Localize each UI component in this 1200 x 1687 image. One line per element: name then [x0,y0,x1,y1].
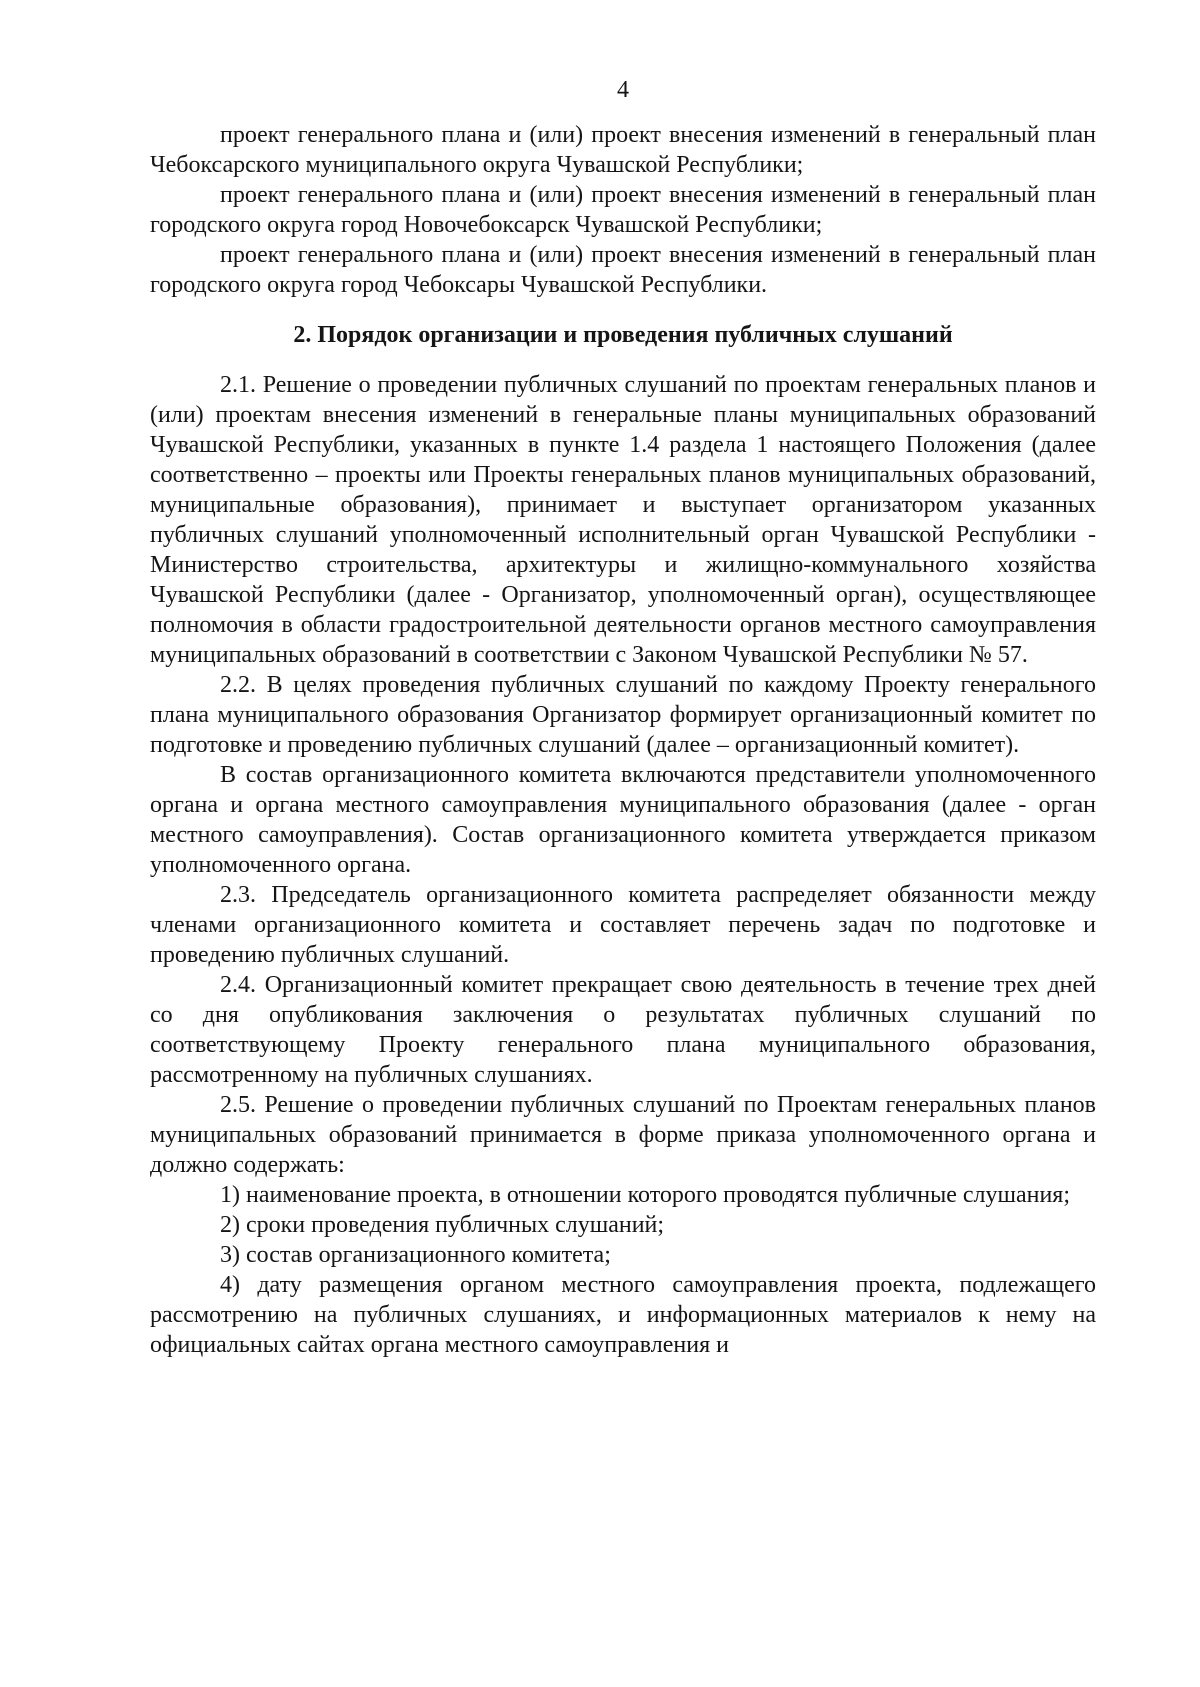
decision-item-1: 1) наименование проекта, в отношении которого проводятся публичные слушания; [220,1182,1070,1208]
section-heading: 2. Порядок организации и проведения публичных слушаний [293,322,953,348]
paragraph-2-3: 2.3. Председатель организационного комитета распределяет обязанности между членами организационного комитета и составляет перечень задач по подготовке и проведению публичных слушаний. [150,882,1096,968]
paragraph-2-2-composition: В состав организационного комитета включаются представители уполномоченного органа и органа местного самоуправления муниципального образования (далее - орган местного самоуправления). Состав организационного комитета утверждается приказом уполномоченного органа. [150,762,1096,878]
paragraph-2-1: 2.1. Решение о проведении публичных слушаний по проектам генеральных планов и (или) проектам внесения изменений в генеральные планы муниципальных образований Чувашской Республики, указанных в пункте 1.4 раздела 1 настоящего Положения (далее соответственно – проекты или Проекты генеральных планов муниципальных образований, муниципальные образования), принимает и выступает организатором указанных публичных слушаний уполномоченный исполнительный орган Чувашской Республики - Министерство строительства, архитектуры и жилищно-коммунального хозяйства Чувашской Республики (далее - Организатор, уполномоченный орган), осуществляющее полномочия в области градостроительной деятельности органов местного самоуправления муниципальных образований в соответствии с Законом Чувашской Республики № 57. [150,372,1096,668]
decision-item-4: 4) дату размещения органом местного самоуправления проекта, подлежащего рассмотрению на публичных слушаниях, и информационных материалов к нему на официальных сайтах органа местного самоуправления и [150,1272,1096,1358]
paragraph-2-4: 2.4. Организационный комитет прекращает свою деятельность в течение трех дней со дня опубликования заключения о результатах публичных слушаний по соответствующему Проекту генерального плана муниципального образования, рассмотренному на публичных слушаниях. [150,972,1096,1088]
paragraph-2-2: 2.2. В целях проведения публичных слушаний по каждому Проекту генерального плана муниципального образования Организатор формирует организационный комитет по подготовке и проведению публичных слушаний (далее – организационный комитет). [150,672,1096,758]
list-item-novocheboksarsk: проект генерального плана и (или) проект внесения изменений в генеральный план городского округа город Новочебоксарск Чувашской Республики; [150,182,1096,238]
document-page [150,70,1096,1670]
list-item-cheboksary-city: проект генерального плана и (или) проект внесения изменений в генеральный план городского округа город Чебоксары Чувашской Республики. [150,242,1096,298]
list-item-cheboksary-district: проект генерального плана и (или) проект внесения изменений в генеральный план Чебоксарского муниципального округа Чувашской Республики; [150,122,1096,178]
decision-item-2: 2) сроки проведения публичных слушаний; [220,1212,665,1238]
decision-item-3: 3) состав организационного комитета; [220,1242,611,1268]
paragraph-2-5: 2.5. Решение о проведении публичных слушаний по Проектам генеральных планов муниципальных образований принимается в форме приказа уполномоченного органа и должно содержать: [150,1092,1096,1178]
page-number: 4 [617,77,629,103]
